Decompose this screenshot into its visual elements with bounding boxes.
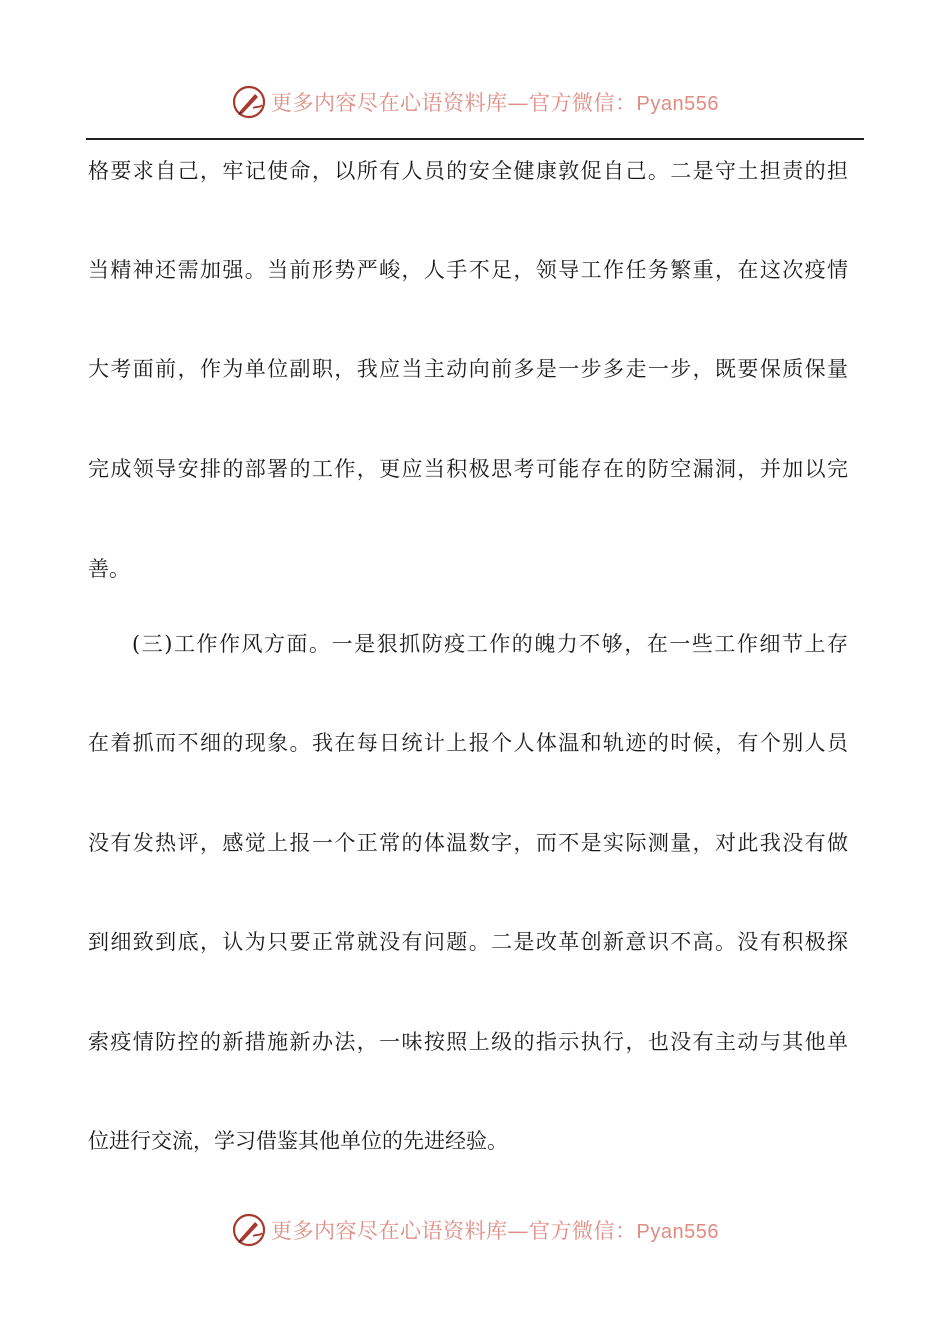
body-line: 大考面前，作为单位副职，我应当主动向前多是一步多走一步，既要保质保量 bbox=[88, 357, 848, 381]
body-line: 善。 bbox=[88, 557, 130, 581]
body-line: 索疫情防控的新措施新办法，一味按照上级的指示执行，也没有主动与其他单 bbox=[88, 1030, 848, 1054]
header-divider bbox=[86, 138, 864, 140]
body-line: 到细致到底，认为只要正常就没有问题。二是改革创新意识不高。没有积极探 bbox=[88, 930, 848, 954]
header-banner-text: 更多内容尽在心语资料库—官方微信：Pyan556 bbox=[271, 91, 719, 115]
body-line: (三)工作作风方面。一是狠抓防疫工作的魄力不够，在一些工作细节上存 bbox=[132, 632, 848, 656]
pen-logo-icon bbox=[231, 84, 267, 120]
body-line: 格要求自己，牢记使命，以所有人员的安全健康敦促自己。二是守土担责的担 bbox=[88, 159, 848, 183]
pen-logo-icon bbox=[231, 1212, 267, 1248]
footer-banner bbox=[0, 1208, 950, 1252]
header-banner bbox=[0, 80, 950, 124]
body-line: 在着抓而不细的现象。我在每日统计上报个人体温和轨迹的时候，有个别人员 bbox=[88, 731, 848, 755]
body-line: 完成领导安排的部署的工作，更应当积极思考可能存在的防空漏洞，并加以完 bbox=[88, 457, 848, 481]
body-line: 位进行交流，学习借鉴其他单位的先进经验。 bbox=[88, 1129, 508, 1153]
body-line: 没有发热评，感觉上报一个正常的体温数字，而不是实际测量，对此我没有做 bbox=[88, 831, 848, 855]
body-line: 当精神还需加强。当前形势严峻，人手不足，领导工作任务繁重，在这次疫情 bbox=[88, 258, 848, 282]
footer-banner-text: 更多内容尽在心语资料库—官方微信：Pyan556 bbox=[271, 1219, 719, 1243]
